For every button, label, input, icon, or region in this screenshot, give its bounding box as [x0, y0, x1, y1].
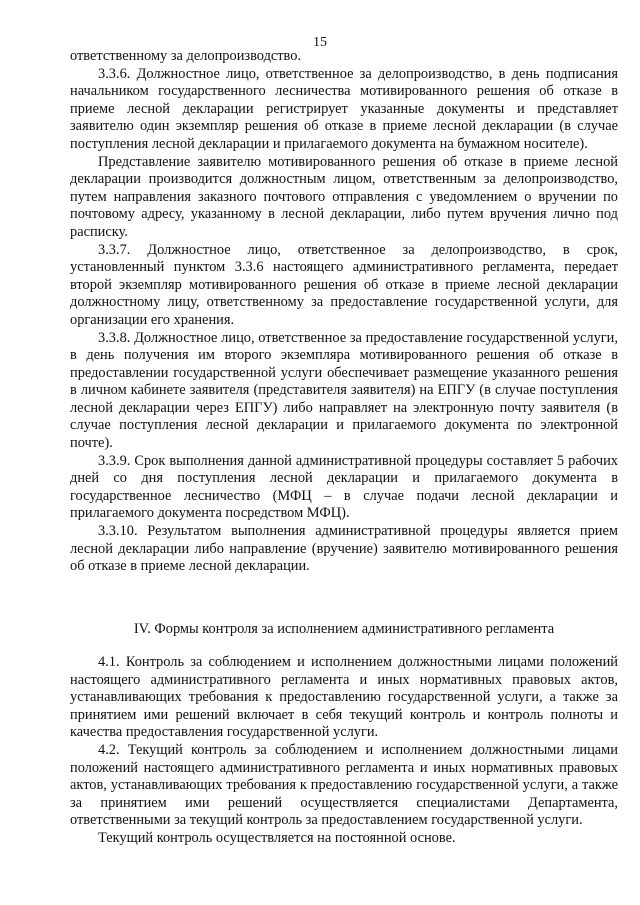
- paragraph-4-1: 4.1. Контроль за соблюдением и исполнением должностными лицами положений настоящего административного регламента и иных нормативных правовых актов, устанавливающих требования к предоставлению государственной услуги, а также за принятием ими решений включает в себя текущий контроль и контроль полноты и качества предоставления государственной услуги.: [70, 654, 618, 741]
- body-text-procedures: [70, 48, 618, 576]
- section-heading: IV. Формы контроля за исполнением административного регламента: [133, 621, 555, 637]
- paragraph-current-control: Текущий контроль осуществляется на постоянной основе.: [98, 829, 456, 846]
- paragraph-3-3-7: 3.3.7. Должностное лицо, ответственное за делопроизводство, в срок, установленный пунктом 3.3.6 настоящего административного регламента, передает второй экземпляр мотивированного решения об отказе в приеме лесной декларации должностному лицу, ответственному за предоставление государственной услуги, для организации его хранения.: [70, 241, 618, 328]
- paragraph-4-2: 4.2. Текущий контроль за соблюдением и исполнением должностными лицами положений настоящего административного регламента и иных нормативных правовых актов, устанавливающих требования к предоставлению государственной услуги, а также за принятием ими решений осуществляется специалистами Департамента, ответственными за текущий контроль за предоставлением государственной услуги.: [70, 741, 618, 829]
- paragraph-3-3-8: 3.3.8. Должностное лицо, ответственное за предоставление государственной услуги, в день получения им второго экземпляра мотивированного решения об отказе в предоставлении государственной услуги обеспечивает размещение указанного решения в личном кабинете заявителя (представителя заявителя) на ЕПГУ (в случае поступления лесной декларации через ЕПГУ) либо направляет на электронную почту заявителя (в случае поступления лесной декларации и прилагаемого документа по электронной почте).: [70, 329, 618, 452]
- paragraph-continuation: ответственному за делопроизводство.: [70, 48, 302, 64]
- paragraph-3-3-9: 3.3.9. Срок выполнения данной административной процедуры составляет 5 рабочих дней со дня поступления лесной декларации и прилагаемого документа в государственное лесничество (МФЦ – в случае подачи лесной декларации и прилагаемого документа посредством МФЦ).: [70, 452, 618, 522]
- paragraph-3-3-10: 3.3.10. Результатом выполнения административной процедуры является прием лесной декларации либо направление (вручение) заявителю мотивированного решения об отказе в приеме лесной декларации.: [70, 523, 618, 575]
- body-text-control: [70, 654, 618, 848]
- paragraph-refusal-delivery: Представление заявителю мотивированного решения об отказе в приеме лесной декларации производится должностным лицом, ответственным за делопроизводство, путем направления заказного почтового отправления с уведомлением о вручении по почтовому адресу, указанному в лесной декларации, либо путем вручения лично под расписку.: [70, 153, 618, 240]
- paragraph-3-3-6: 3.3.6. Должностное лицо, ответственное за делопроизводство, в день подписания начальником государственного лесничества мотивированного решения об отказе в приеме лесной декларации регистрирует указанные документы и представляет заявителю один экземпляр решения об отказе в приеме лесной декларации (в случае поступления лесной декларации и прилагаемого документа на бумажном носителе).: [70, 65, 618, 152]
- page-number: 15: [313, 35, 327, 50]
